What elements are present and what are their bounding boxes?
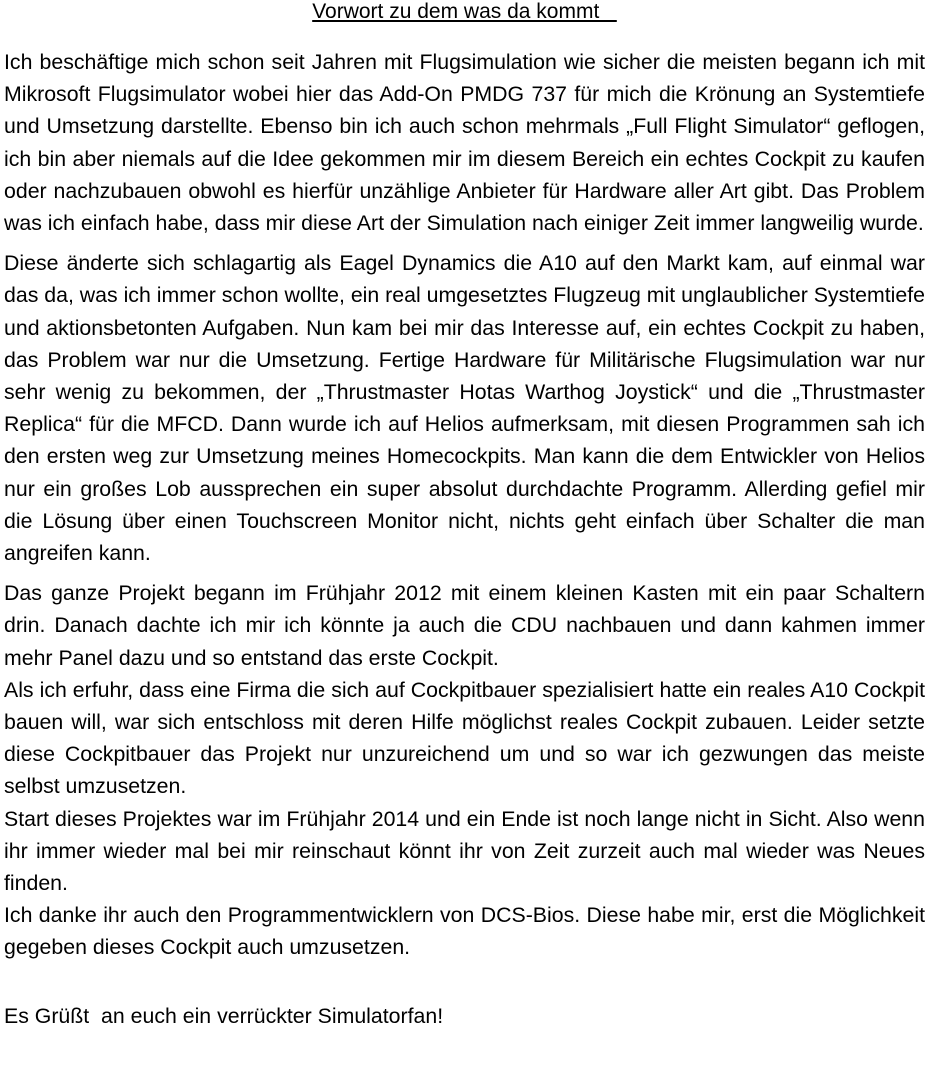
- spacer: [4, 569, 925, 577]
- paragraph-thanks: Ich danke ihr auch den Programmentwicklern von DCS-Bios. Diese habe mir, erst die Möglichkeit gegeben dieses Cockpit auch umzusetzen.: [4, 903, 925, 960]
- spacer: [4, 24, 925, 46]
- paragraph-cockpit-company: Als ich erfuhr, dass eine Firma die sich auf Cockpitbauer spezialisiert hatte ein reales A10 Cockpit bauen will, war sich entschloss mit deren Hilfe möglichst reales Cockpit zubauen. Leider setzte diese Cockpitbauer das Projekt nur unzureichend um und so war ich gezwungen das meiste selbst umzusetzen.: [4, 677, 925, 799]
- signature: Es Grüßt an euch ein verrückter Simulatorfan!: [4, 1003, 444, 1028]
- paragraph-intro: Ich beschäftige mich schon seit Jahren mit Flugsimulation wie sicher die meisten begann ich mit Mikrosoft Flugsimulator wobei hier das Add-On PMDG 737 für mich die Krönung an Systemtiefe und Umsetzung darstellte. Ebenso bin ich auch schon mehrmals „Full Flight Simulator“ geflogen, ich bin aber niemals auf die Idee gekommen mir im diesem Bereich ein echtes Cockpit zu kaufen oder nachzubauen obwohl es hierfür unzählige Anbieter für Hardware aller Art gibt. Das Problem was ich einfach habe, dass mir diese Art der Simulation nach einiger Zeit immer langweilig wurde.: [4, 50, 925, 236]
- document-title: Vorwort zu dem was da kommt: [312, 0, 617, 23]
- document-page: [4, 0, 925, 1032]
- paragraph-project-status: Start dieses Projektes war im Frühjahr 2014 und ein Ende ist noch lange nicht in Sicht. Also wenn ihr immer wieder mal bei mir reinschaut könnt ihr von Zeit zurzeit auch mal wieder was Neues finden.: [4, 806, 925, 896]
- paragraph-project-start: Das ganze Projekt begann im Frühjahr 2012 mit einem kleinen Kasten mit ein paar Schaltern drin. Danach dachte ich mir ich könnte ja auch die CDU nachbauen und dann kahmen immer mehr Panel dazu und so entstand das erste Cockpit.: [4, 581, 925, 670]
- spacer: [4, 964, 925, 1000]
- paragraph-a10: Diese änderte sich schlagartig als Eagel Dynamics die A10 auf den Markt kam, auf einmal war das da, was ich immer schon wollte, ein real umgesetztes Flugzeug mit unglaublicher Systemtiefe und aktionsbetonten Aufgaben. Nun kam bei mir das Interesse auf, ein echtes Cockpit zu haben, das Problem war nur die Umsetzung. Fertige Hardware für Militärische Flugsimulation war nur sehr wenig zu bekommen, der „Thrustmaster Hotas Warthog Joystick“ und die „Thrustmaster Replica“ für die MFCD. Dann wurde ich auf Helios aufmerksam, mit diesen Programmen sah ich den ersten weg zur Umsetzung meines Homecockpits. Man kann die dem Entwickler von Helios nur ein großes Lob aussprechen ein super absolut durchdachte Programm. Allerding gefiel mir die Lösung über einen Touchscreen Monitor nicht, nichts geht einfach über Schalter die man angreifen kann.: [4, 251, 925, 566]
- spacer: [4, 239, 925, 247]
